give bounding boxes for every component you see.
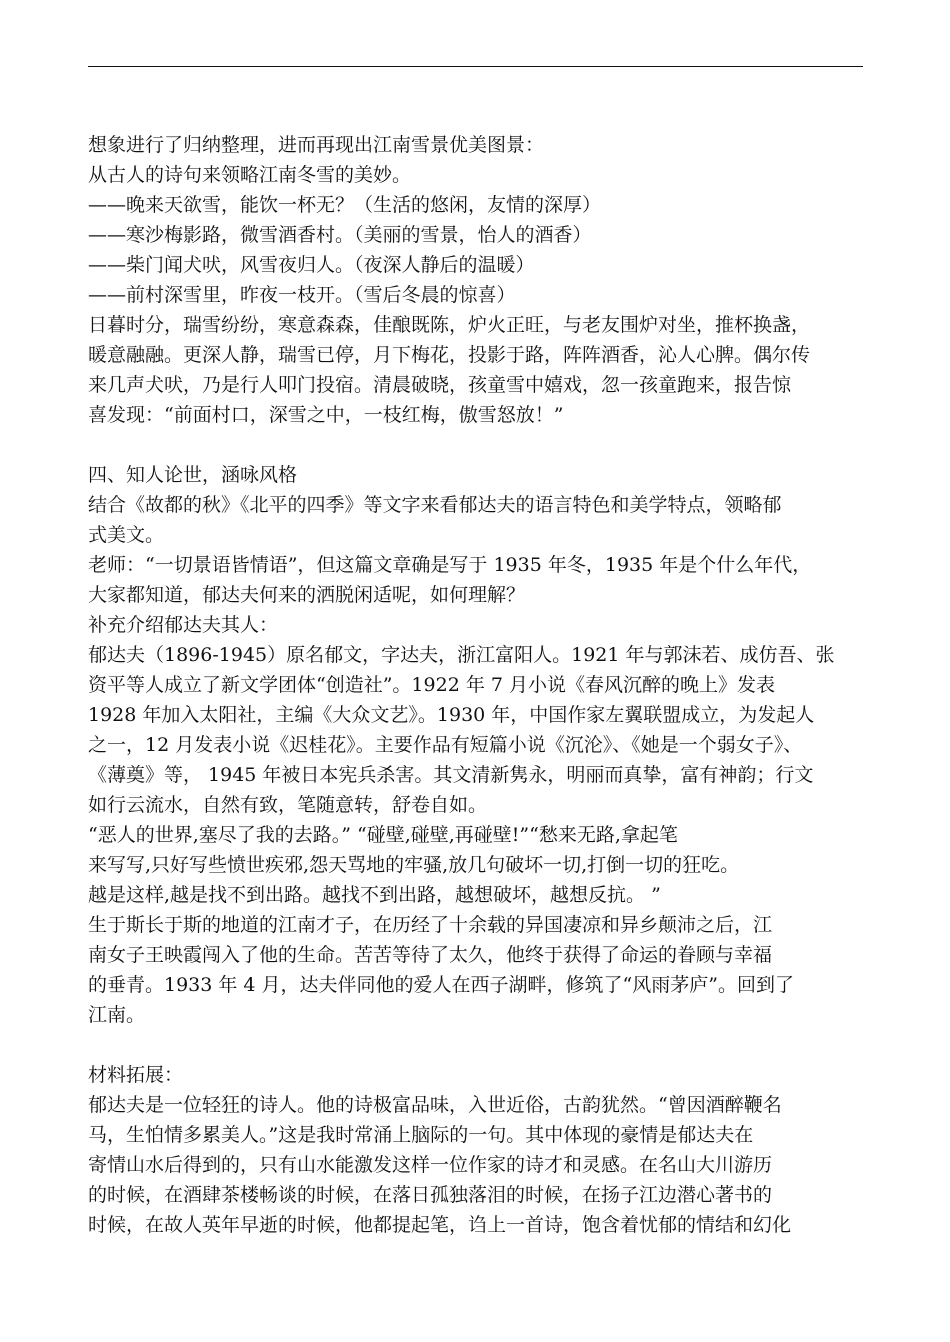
snow-scene-paragraph [88, 130, 868, 430]
paragraph-gap [88, 430, 868, 460]
poem-line: ——前村深雪里，昨夜一枝开。（雪后冬晨的惊喜） [88, 284, 516, 306]
text-line: 寄情山水后得到的，只有山水能激发这样一位作家的诗才和灵感。在名山大川游历 [88, 1154, 773, 1176]
text-line: 时候，在故人英年早逝的时候，他都提起笔，诌上一首诗，饱含着忧郁的情结和幻化 [88, 1214, 792, 1236]
text-line: 生于斯长于斯的地道的江南才子，在历经了十余载的异国凄凉和异乡颠沛之后，江 [88, 914, 773, 936]
quote-line: 来写写,只好写些愤世疾邪,怨天骂地的牢骚,放几句破坏一切,打倒一切的狂吃。 [88, 854, 740, 876]
text-line: 喜发现：“前面村口，深雪之中，一枝红梅，傲雪怒放！” [88, 404, 564, 426]
text-line: 的垂青。1933 年 4 月，达夫伴同他的爱人在西子湖畔，修筑了“风雨茅庐”。回到了 [88, 974, 794, 996]
text-line: 老师：“一切景语皆情语”，但这篇文章确是写于 1935 年冬，1935 年是个什么年代， [88, 554, 812, 576]
text-line: 结合《故都的秋》《北平的四季》等文字来看郁达夫的语言特色和美学特点，领略郁 [88, 494, 782, 516]
paragraph-gap [88, 1030, 868, 1060]
text-line: 郁达夫是一位轻狂的诗人。他的诗极富品味，入世近俗，古韵犹然。“曾因酒醉鞭名 [88, 1094, 782, 1116]
poem-line: ——柴门闻犬吠，风雪夜归人。（夜深人静后的温暖） [88, 254, 535, 276]
text-line: 从古人的诗句来领略江南冬雪的美妙。 [88, 164, 412, 186]
text-line: 暖意融融。更深人静，瑞雪已停，月下梅花，投影于路，阵阵酒香，沁人心脾。偶尔传 [88, 344, 811, 366]
text-line: 式美文。 [88, 524, 165, 546]
quote-line: 越是这样,越是找不到出路。越找不到出路，越想破坏，越想反抗。 ” [88, 884, 661, 906]
quote-line: “恶人的世界,塞尽了我的去路。” “碰壁,碰壁,再碰壁!”“愁来无路,拿起笔 [88, 824, 678, 846]
document-body [88, 130, 868, 1240]
text-line: 马，生怕情多累美人。”这是我时常涌上脑际的一句。其中体现的豪情是郁达夫在 [88, 1124, 754, 1146]
author-background-section [88, 460, 868, 1030]
text-line: 郁达夫（1896-1945）原名郁文，字达夫，浙江富阳人。1921 年与郭沫若、成仿吾、张 [88, 644, 835, 666]
text-line: 资平等人成立了新文学团体“创造社”。1922 年 7 月小说《春风沉醉的晚上》发表 [88, 674, 775, 696]
text-line: 如行云流水，自然有致，笔随意转，舒卷自如。 [88, 794, 488, 816]
text-line: 来几声犬吠，乃是行人叩门投宿。清晨破晓，孩童雪中嬉戏，忽一孩童跑来，报告惊 [88, 374, 792, 396]
section-heading: 四、知人论世，涵咏风格 [88, 464, 298, 486]
text-line: 1928 年加入太阳社，主编《大众文艺》。1930 年，中国作家左翼联盟成立，为发起人 [88, 704, 815, 726]
poem-line: ——寒沙梅影路，微雪酒香村。（美丽的雪景，怡人的酒香） [88, 224, 592, 246]
text-line: 南女子王映霞闯入了他的生命。苦苦等待了太久，他终于获得了命运的眷顾与幸福 [88, 944, 773, 966]
text-line: 《薄奠》等， 1945 年被日本宪兵杀害。其文清新隽永，明丽而真挚，富有神韵；行文 [88, 764, 814, 786]
text-line: 大家都知道，郁达夫何来的洒脱闲适呢，如何理解？ [88, 584, 526, 606]
header-rule [88, 66, 863, 67]
text-line: 之一，12 月发表小说《迟桂花》。主要作品有短篇小说《沉沦》、《她是一个弱女子》、 [88, 734, 803, 756]
text-line: 的时候，在酒肆茶楼畅谈的时候，在落日孤独落泪的时候，在扬子江边潜心著书的 [88, 1184, 773, 1206]
text-line: 日暮时分，瑞雪纷纷，寒意森森，佳酿既陈，炉火正旺，与老友围炉对坐，推杯换盏， [88, 314, 811, 336]
text-line: 补充介绍郁达夫其人： [88, 614, 279, 636]
section-heading: 材料拓展： [88, 1064, 184, 1086]
text-line: 想象进行了归纳整理，进而再现出江南雪景优美图景： [88, 134, 545, 156]
material-extension-section [88, 1060, 868, 1240]
text-line: 江南。 [88, 1004, 146, 1026]
poem-line: ——晚来天欲雪，能饮一杯无？（生活的悠闲，友情的深厚） [88, 194, 602, 216]
